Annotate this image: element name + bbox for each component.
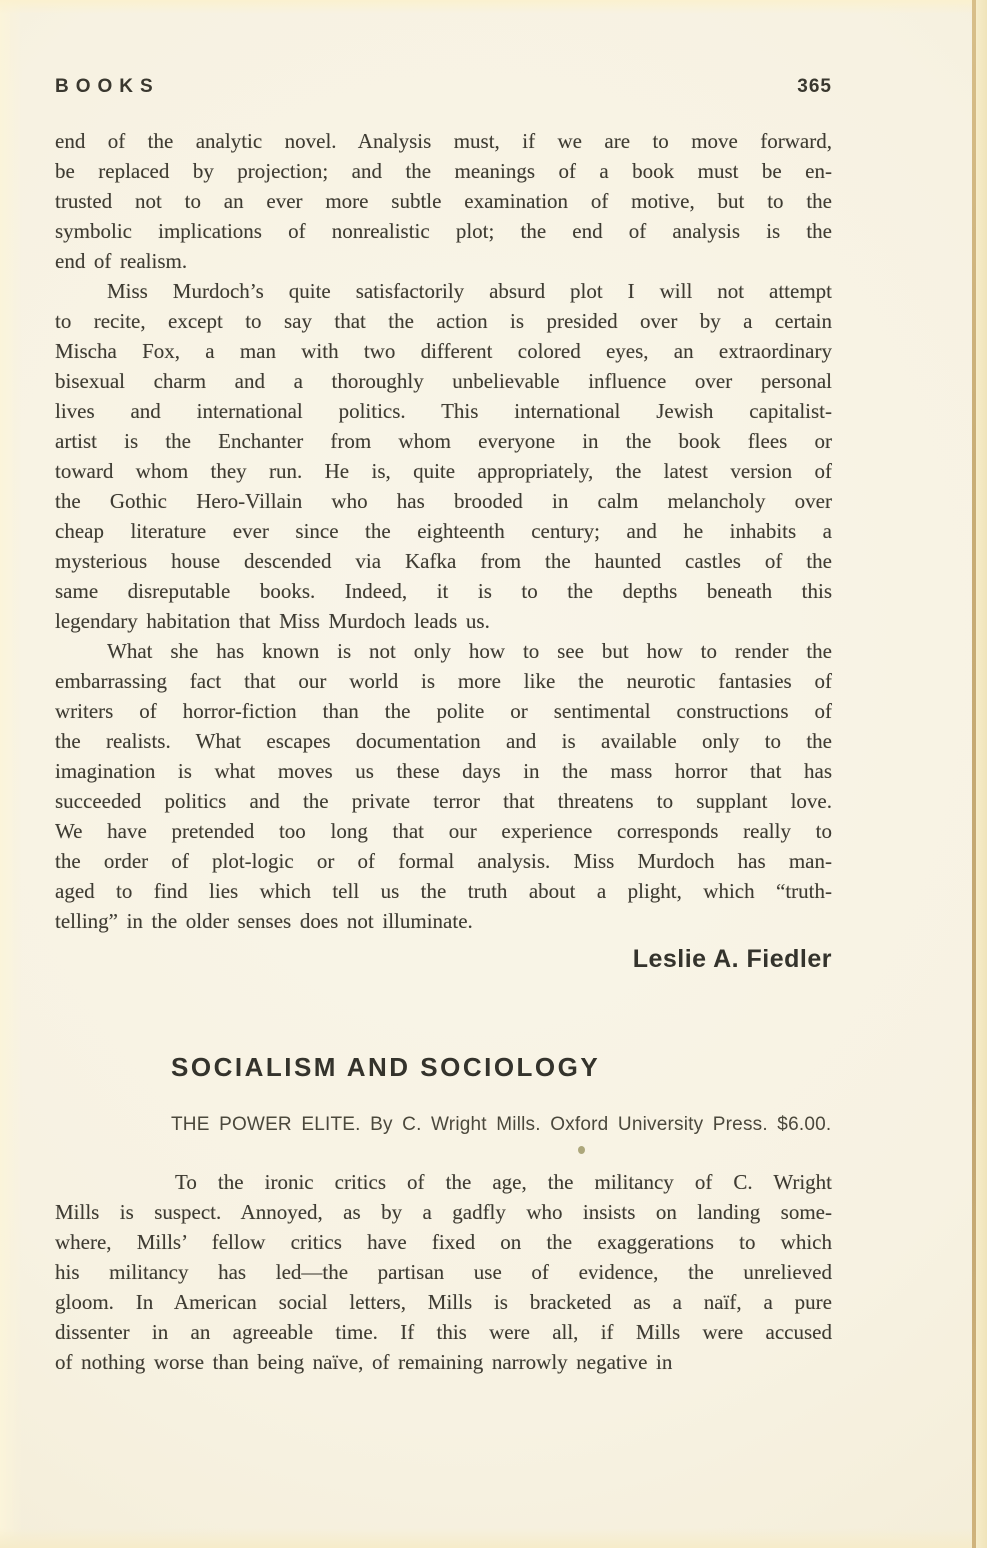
text-line: writers of horror-fiction than the polite or sentimental constructions of (55, 699, 832, 723)
text-column (55, 126, 832, 1377)
fiedler-review-body (55, 126, 832, 936)
text-line: the order of plot-logic or of formal analysis. Miss Murdoch has man- (55, 849, 832, 873)
text-line: bisexual charm and a thoroughly unbelievable influence over personal (55, 369, 832, 393)
text-line: Miss Murdoch’s quite satisfactorily absurd plot I will not attempt (107, 279, 832, 303)
book-citation: THE POWER ELITE. By C. Wright Mills. Oxford University Press. $6.00. (171, 1114, 832, 1135)
text-line: succeeded politics and the private terror that threatens to supplant love. (55, 789, 832, 813)
text-line: Mills is suspect. Annoyed, as by a gadfly who insists on landing some- (55, 1200, 832, 1224)
text-line: toward whom they run. He is, quite appropriately, the latest version of (55, 459, 832, 483)
reviewer-signature: Leslie A. Fiedler (632, 945, 832, 973)
text-line: lives and international politics. This international Jewish capitalist- (55, 399, 832, 423)
section-heading: SOCIALISM AND SOCIOLOGY (171, 1052, 601, 1082)
paragraph (55, 126, 832, 276)
text-line: be replaced by projection; and the meanings of a book must be en- (55, 159, 832, 183)
mills-review-body (55, 1167, 832, 1377)
text-line: cheap literature ever since the eighteenth century; and he inhabits a (55, 519, 832, 543)
paragraph (55, 276, 832, 636)
text-line: the realists. What escapes documentation and is available only to the (55, 729, 832, 753)
text-line: What she has known is not only how to see but how to render the (107, 639, 832, 663)
running-head-title: BOOKS (55, 76, 160, 97)
text-line: symbolic implications of nonrealistic plot; the end of analysis is the (55, 219, 832, 243)
text-line: end of the analytic novel. Analysis must, if we are to move forward, (55, 129, 832, 153)
text-line: Mischa Fox, a man with two different colored eyes, an extraordinary (55, 339, 832, 363)
text-line: end of realism. (55, 249, 188, 273)
page-edge-margin (976, 0, 987, 1548)
text-line: To the ironic critics of the age, the militancy of C. Wright (175, 1170, 832, 1194)
paragraph (55, 636, 832, 936)
text-line: aged to find lies which tell us the truth about a plight, which “truth- (55, 879, 832, 903)
text-line: the Gothic Hero-Villain who has brooded in calm melancholy over (55, 489, 832, 513)
text-line: mysterious house descended via Kafka from the haunted castles of the (55, 549, 832, 573)
text-line: trusted not to an ever more subtle examination of motive, but to the (55, 189, 832, 213)
text-line: to recite, except to say that the action is presided over by a certain (55, 309, 832, 333)
page-number: 365 (797, 76, 832, 97)
text-line: dissenter in an agreeable time. If this were all, if Mills were accused (55, 1320, 832, 1344)
ink-speck (578, 1146, 585, 1154)
text-line: imagination is what moves us these days in the mass horror that has (55, 759, 832, 783)
text-line: telling” in the older senses does not illuminate. (55, 909, 473, 933)
text-line: legendary habitation that Miss Murdoch leads us. (55, 609, 490, 633)
text-line: his militancy has led—the partisan use of evidence, the unrelieved (55, 1260, 832, 1284)
text-line: of nothing worse than being naïve, of remaining narrowly negative in (55, 1350, 673, 1374)
text-line: gloom. In American social letters, Mills is bracketed as a naïf, a pure (55, 1290, 832, 1314)
text-line: embarrassing fact that our world is more like the neurotic fantasies of (55, 669, 832, 693)
text-line: We have pretended too long that our experience corresponds really to (55, 819, 832, 843)
text-line: where, Mills’ fellow critics have fixed on the exaggerations to which (55, 1230, 832, 1254)
running-header (55, 76, 832, 98)
paragraph (55, 1167, 832, 1377)
text-line: same disreputable books. Indeed, it is to the depths beneath this (55, 579, 832, 603)
text-line: artist is the Enchanter from whom everyone in the book flees or (55, 429, 832, 453)
